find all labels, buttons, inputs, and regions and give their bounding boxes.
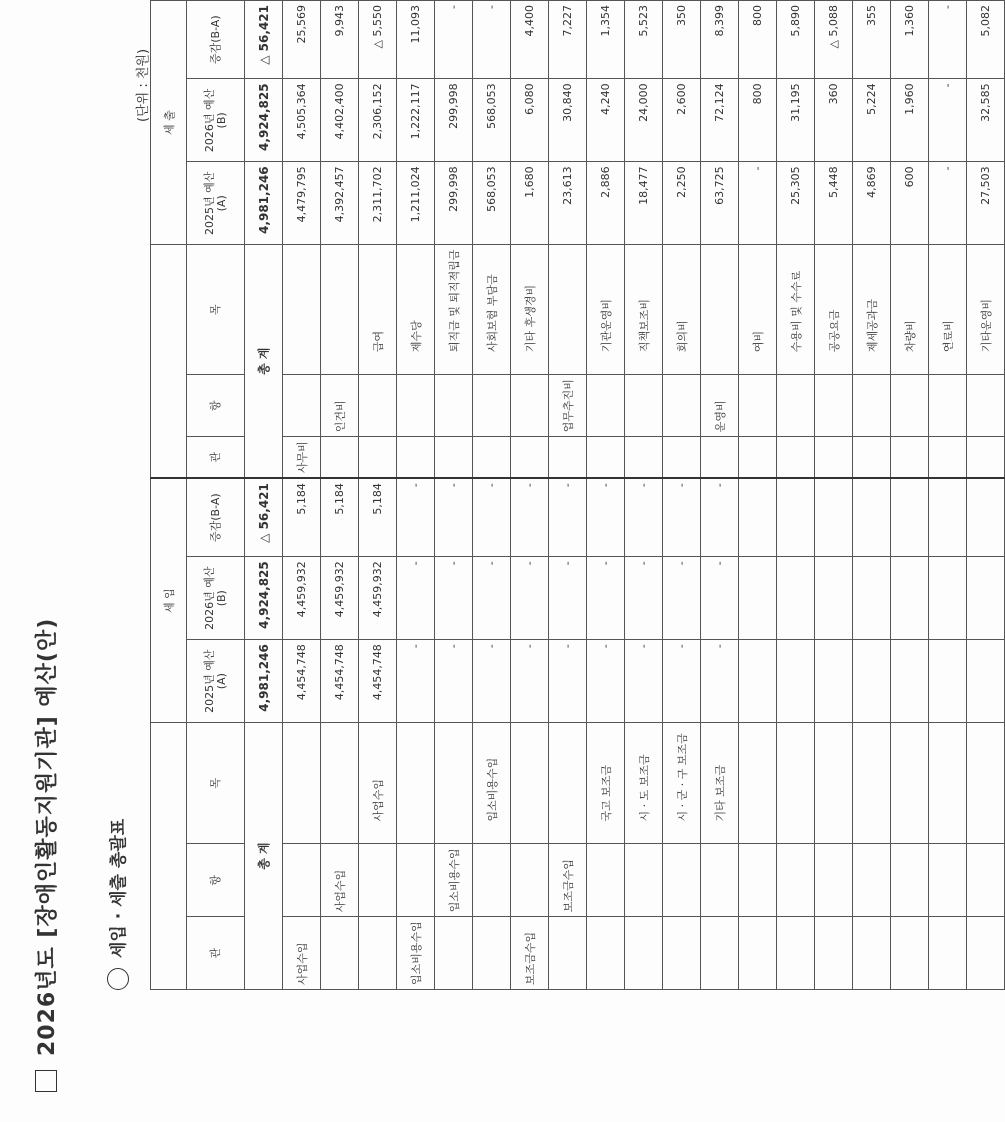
kwan-cell xyxy=(321,437,359,478)
table-row xyxy=(473,1,511,990)
mok-cell: 차량비 xyxy=(891,245,929,375)
header-budget-2026: 2026년 예산(B) xyxy=(187,79,245,162)
table-row xyxy=(625,1,663,990)
budget-summary-table xyxy=(150,0,1005,990)
expense-group-header: 세 출 xyxy=(151,1,187,245)
table-row xyxy=(777,1,815,990)
header-budget-2025: 2025년 예산(A) xyxy=(187,162,245,245)
budget-2025-cell xyxy=(891,640,929,723)
hang-cell xyxy=(359,375,397,437)
hang-cell xyxy=(777,844,815,917)
hang-cell xyxy=(587,844,625,917)
kwan-cell xyxy=(359,917,397,990)
budget-2026-cell: 4,924,825 xyxy=(245,79,283,162)
kwan-cell xyxy=(929,437,967,478)
hang-cell xyxy=(625,844,663,917)
mok-cell: 급여 xyxy=(359,245,397,375)
diff-cell: - xyxy=(701,478,739,557)
diff-cell: - xyxy=(663,478,701,557)
table-row xyxy=(435,1,473,990)
budget-2026-cell: 1,960 xyxy=(891,79,929,162)
budget-2026-cell: 2,306,152 xyxy=(359,79,397,162)
budget-2025-cell: - xyxy=(739,162,777,245)
kwan-cell xyxy=(777,437,815,478)
hang-cell xyxy=(929,375,967,437)
budget-2026-cell: 32,585 xyxy=(967,79,1005,162)
budget-2026-cell: 800 xyxy=(739,79,777,162)
mok-cell: 여비 xyxy=(739,245,777,375)
diff-cell: - xyxy=(625,478,663,557)
budget-2026-cell: 568,053 xyxy=(473,79,511,162)
kwan-cell xyxy=(815,917,853,990)
diff-cell xyxy=(891,478,929,557)
checkbox-square-icon xyxy=(35,1070,57,1092)
hang-cell xyxy=(587,375,625,437)
budget-2026-cell xyxy=(967,557,1005,640)
kwan-cell xyxy=(625,917,663,990)
table-row xyxy=(967,1,1005,990)
table-row xyxy=(853,1,891,990)
kwan-cell xyxy=(891,437,929,478)
budget-2026-cell: 4,402,400 xyxy=(321,79,359,162)
mok-cell xyxy=(967,723,1005,844)
table-header-row-2 xyxy=(187,1,245,990)
budget-2026-cell: 4,240 xyxy=(587,79,625,162)
hang-cell xyxy=(853,375,891,437)
mok-cell xyxy=(283,723,321,844)
kwan-cell xyxy=(967,437,1005,478)
hang-cell xyxy=(967,844,1005,917)
diff-cell: 800 xyxy=(739,1,777,79)
budget-2025-cell xyxy=(739,640,777,723)
budget-2026-cell: 299,998 xyxy=(435,79,473,162)
diff-cell: 350 xyxy=(663,1,701,79)
budget-2026-cell: 4,924,825 xyxy=(245,557,283,640)
kwan-cell xyxy=(663,917,701,990)
hang-cell: 사업수입 xyxy=(321,844,359,917)
table-row xyxy=(891,1,929,990)
diff-cell: △ 56,421 xyxy=(245,1,283,79)
budget-2026-cell: - xyxy=(587,557,625,640)
hang-cell xyxy=(853,844,891,917)
budget-2025-cell: 4,869 xyxy=(853,162,891,245)
table-row xyxy=(929,1,967,990)
mok-cell: 사업수입 xyxy=(359,723,397,844)
mok-cell: 직책보조비 xyxy=(625,245,663,375)
hang-cell xyxy=(777,375,815,437)
mok-cell: 회의비 xyxy=(663,245,701,375)
section-subtitle: 세입 · 세출 총괄표 xyxy=(109,818,129,958)
diff-cell: 7,227 xyxy=(549,1,587,79)
budget-2025-cell: 2,250 xyxy=(663,162,701,245)
kwan-cell xyxy=(435,437,473,478)
budget-2026-cell: 72,124 xyxy=(701,79,739,162)
kwan-cell xyxy=(359,437,397,478)
mok-cell: 기관운영비 xyxy=(587,245,625,375)
mok-cell xyxy=(777,723,815,844)
kwan-cell xyxy=(777,917,815,990)
header-kwan: 관 xyxy=(187,917,245,990)
kwan-cell xyxy=(587,437,625,478)
kwan-cell xyxy=(701,917,739,990)
budget-2026-cell: 4,459,932 xyxy=(283,557,321,640)
budget-2025-cell: 4,479,795 xyxy=(283,162,321,245)
table-row xyxy=(359,1,397,990)
table-row xyxy=(245,1,283,990)
hang-cell xyxy=(473,844,511,917)
diff-cell: 9,943 xyxy=(321,1,359,79)
diff-cell: - xyxy=(929,1,967,79)
hang-cell xyxy=(625,375,663,437)
mok-cell: 퇴직금 및 퇴직적립금 xyxy=(435,245,473,375)
mok-cell: 기타운영비 xyxy=(967,245,1005,375)
table-row xyxy=(815,1,853,990)
budget-2026-cell: - xyxy=(473,557,511,640)
budget-2025-cell xyxy=(815,640,853,723)
diff-cell: 25,569 xyxy=(283,1,321,79)
diff-cell: 5,184 xyxy=(359,478,397,557)
kwan-cell xyxy=(473,917,511,990)
diff-cell: 5,890 xyxy=(777,1,815,79)
diff-cell: △ 5,088 xyxy=(815,1,853,79)
diff-cell: - xyxy=(435,478,473,557)
kwan-cell xyxy=(397,437,435,478)
budget-2026-cell: 31,195 xyxy=(777,79,815,162)
kwan-cell xyxy=(625,437,663,478)
mok-cell: 시 · 군 · 구 보조금 xyxy=(663,723,701,844)
budget-2026-cell: - xyxy=(663,557,701,640)
budget-2026-cell: 24,000 xyxy=(625,79,663,162)
hang-cell xyxy=(511,375,549,437)
table-row xyxy=(739,1,777,990)
mok-cell: 공공요금 xyxy=(815,245,853,375)
kwan-cell xyxy=(853,437,891,478)
hang-cell: 운영비 xyxy=(701,375,739,437)
budget-2025-cell: - xyxy=(435,640,473,723)
diff-cell: - xyxy=(473,1,511,79)
diff-cell: 4,400 xyxy=(511,1,549,79)
hang-cell: 입소비용수입 xyxy=(435,844,473,917)
budget-2025-cell xyxy=(853,640,891,723)
hang-cell xyxy=(663,844,701,917)
budget-2025-cell: 4,981,246 xyxy=(245,640,283,723)
kwan-cell xyxy=(739,917,777,990)
budget-2025-cell: 600 xyxy=(891,162,929,245)
hang-cell: 업무추진비 xyxy=(549,375,587,437)
header-mok: 목 xyxy=(187,723,245,844)
hang-cell: 보조금수입 xyxy=(549,844,587,917)
budget-2026-cell: - xyxy=(701,557,739,640)
kwan-cell xyxy=(435,917,473,990)
mok-cell: 수용비 및 수수료 xyxy=(777,245,815,375)
mok-cell xyxy=(701,245,739,375)
hang-cell xyxy=(891,844,929,917)
hang-cell xyxy=(929,844,967,917)
budget-2026-cell: 4,505,364 xyxy=(283,79,321,162)
kwan-cell xyxy=(853,917,891,990)
budget-2026-cell: - xyxy=(511,557,549,640)
mok-cell xyxy=(929,723,967,844)
table-row xyxy=(549,1,587,990)
table-header-row-1 xyxy=(151,1,187,990)
budget-2026-cell: 5,224 xyxy=(853,79,891,162)
hang-cell xyxy=(739,375,777,437)
budget-2026-cell: 4,459,932 xyxy=(359,557,397,640)
mok-cell xyxy=(815,723,853,844)
budget-2025-cell: 4,454,748 xyxy=(359,640,397,723)
budget-2026-cell: - xyxy=(625,557,663,640)
hang-cell xyxy=(397,375,435,437)
mok-cell: 입소비용수입 xyxy=(473,723,511,844)
budget-2025-cell: 2,311,702 xyxy=(359,162,397,245)
mok-cell xyxy=(549,245,587,375)
diff-cell: 1,354 xyxy=(587,1,625,79)
diff-cell: - xyxy=(549,478,587,557)
kwan-cell xyxy=(511,437,549,478)
budget-2025-cell: - xyxy=(663,640,701,723)
budget-2025-cell: - xyxy=(549,640,587,723)
budget-2025-cell: 4,454,748 xyxy=(321,640,359,723)
table-row xyxy=(321,1,359,990)
hang-cell xyxy=(891,375,929,437)
budget-2025-cell: - xyxy=(929,162,967,245)
budget-2026-cell: - xyxy=(549,557,587,640)
kwan-cell xyxy=(891,917,929,990)
kwan-cell xyxy=(321,917,359,990)
header-diff: 증감(B-A) xyxy=(187,478,245,557)
budget-2025-cell: - xyxy=(473,640,511,723)
diff-cell: 5,082 xyxy=(967,1,1005,79)
budget-2025-cell: - xyxy=(701,640,739,723)
budget-2026-cell: 1,222,117 xyxy=(397,79,435,162)
mok-cell: 제수당 xyxy=(397,245,435,375)
kwan-cell xyxy=(473,437,511,478)
hang-cell xyxy=(283,375,321,437)
budget-2026-cell: 4,459,932 xyxy=(321,557,359,640)
page-title: 2026년도 [장애인활동지원기관] 예산(안) xyxy=(35,617,60,1056)
hang-cell xyxy=(473,375,511,437)
budget-2025-cell: 1,680 xyxy=(511,162,549,245)
budget-2025-cell: 2,886 xyxy=(587,162,625,245)
hang-cell xyxy=(397,844,435,917)
budget-2026-cell: - xyxy=(929,79,967,162)
budget-2025-cell: 4,454,748 xyxy=(283,640,321,723)
kwan-cell: 사무비 xyxy=(283,437,321,478)
mok-cell: 시 · 도 보조금 xyxy=(625,723,663,844)
kwan-cell xyxy=(967,917,1005,990)
budget-2025-cell: 18,477 xyxy=(625,162,663,245)
budget-2025-cell: - xyxy=(625,640,663,723)
budget-2026-cell: 6,080 xyxy=(511,79,549,162)
budget-2025-cell: 1,211,024 xyxy=(397,162,435,245)
table-row xyxy=(511,1,549,990)
budget-2026-cell xyxy=(777,557,815,640)
mok-cell: 제세공과금 xyxy=(853,245,891,375)
budget-2026-cell xyxy=(815,557,853,640)
budget-2025-cell xyxy=(929,640,967,723)
budget-2025-cell: 4,981,246 xyxy=(245,162,283,245)
kwan-cell xyxy=(549,437,587,478)
header-blank-left xyxy=(151,723,187,990)
diff-cell: 11,093 xyxy=(397,1,435,79)
mok-cell xyxy=(321,723,359,844)
diff-cell: 5,184 xyxy=(321,478,359,557)
hang-cell: 인건비 xyxy=(321,375,359,437)
header-diff: 증감(B-A) xyxy=(187,1,245,79)
mok-cell xyxy=(853,723,891,844)
diff-cell: 5,184 xyxy=(283,478,321,557)
kwan-cell: 입소비용수입 xyxy=(397,917,435,990)
unit-label: (단위 : 천원) xyxy=(136,48,151,122)
hang-cell xyxy=(359,844,397,917)
header-mok: 목 xyxy=(187,245,245,375)
hang-cell xyxy=(815,844,853,917)
diff-cell: - xyxy=(587,478,625,557)
diff-cell xyxy=(777,478,815,557)
budget-2025-cell: 299,998 xyxy=(435,162,473,245)
table-row xyxy=(283,1,321,990)
kwan-cell xyxy=(701,437,739,478)
diff-cell xyxy=(929,478,967,557)
mok-cell: 기타 후생경비 xyxy=(511,245,549,375)
hang-cell xyxy=(511,844,549,917)
kwan-cell xyxy=(663,437,701,478)
budget-2025-cell xyxy=(777,640,815,723)
mok-cell xyxy=(891,723,929,844)
kwan-cell: 사업수입 xyxy=(283,917,321,990)
budget-2026-cell: 360 xyxy=(815,79,853,162)
hang-cell xyxy=(435,375,473,437)
diff-cell: △ 5,550 xyxy=(359,1,397,79)
budget-2025-cell: - xyxy=(397,640,435,723)
diff-cell: 355 xyxy=(853,1,891,79)
diff-cell xyxy=(739,478,777,557)
diff-cell: 1,360 xyxy=(891,1,929,79)
budget-2026-cell xyxy=(929,557,967,640)
mok-cell: 국고 보조금 xyxy=(587,723,625,844)
diff-cell: 5,523 xyxy=(625,1,663,79)
budget-2026-cell xyxy=(739,557,777,640)
hang-cell xyxy=(701,844,739,917)
header-hang: 항 xyxy=(187,844,245,917)
hang-cell xyxy=(663,375,701,437)
budget-2025-cell: - xyxy=(511,640,549,723)
mok-cell xyxy=(549,723,587,844)
budget-2025-cell: 4,392,457 xyxy=(321,162,359,245)
diff-cell: - xyxy=(511,478,549,557)
kwan-cell xyxy=(929,917,967,990)
budget-2025-cell: 23,613 xyxy=(549,162,587,245)
budget-2025-cell: 568,053 xyxy=(473,162,511,245)
mok-cell xyxy=(739,723,777,844)
diff-cell: - xyxy=(397,478,435,557)
hang-cell xyxy=(283,844,321,917)
hang-cell xyxy=(967,375,1005,437)
budget-2025-cell: 27,503 xyxy=(967,162,1005,245)
kwan-cell xyxy=(815,437,853,478)
mok-cell: 사회보험 부담금 xyxy=(473,245,511,375)
revenue-group-header: 세 입 xyxy=(151,478,187,723)
budget-2026-cell xyxy=(891,557,929,640)
hang-cell xyxy=(739,844,777,917)
budget-2026-cell xyxy=(853,557,891,640)
mok-cell: 연료비 xyxy=(929,245,967,375)
header-hang: 항 xyxy=(187,375,245,437)
diff-cell xyxy=(815,478,853,557)
mok-cell xyxy=(321,245,359,375)
kwan-cell xyxy=(549,917,587,990)
mok-cell xyxy=(283,245,321,375)
hang-cell xyxy=(815,375,853,437)
budget-2025-cell: - xyxy=(587,640,625,723)
diff-cell xyxy=(967,478,1005,557)
header-budget-2026: 2026년 예산(B) xyxy=(187,557,245,640)
budget-2026-cell: - xyxy=(397,557,435,640)
total-label: 총 계 xyxy=(245,245,283,478)
diff-cell: - xyxy=(473,478,511,557)
diff-cell: - xyxy=(435,1,473,79)
header-kwan: 관 xyxy=(187,437,245,478)
kwan-cell xyxy=(587,917,625,990)
total-label: 총 계 xyxy=(245,723,283,990)
budget-2026-cell: 30,840 xyxy=(549,79,587,162)
budget-2025-cell: 5,448 xyxy=(815,162,853,245)
budget-2025-cell: 25,305 xyxy=(777,162,815,245)
circle-bullet-icon xyxy=(107,968,129,990)
budget-2026-cell: - xyxy=(435,557,473,640)
table-row xyxy=(663,1,701,990)
table-row xyxy=(587,1,625,990)
budget-2026-cell: 2,600 xyxy=(663,79,701,162)
table-row xyxy=(701,1,739,990)
kwan-cell: 보조금수입 xyxy=(511,917,549,990)
header-blank-right xyxy=(151,245,187,478)
diff-cell xyxy=(853,478,891,557)
kwan-cell xyxy=(739,437,777,478)
mok-cell: 기타 보조금 xyxy=(701,723,739,844)
header-budget-2025: 2025년 예산(A) xyxy=(187,640,245,723)
budget-2025-cell: 63,725 xyxy=(701,162,739,245)
diff-cell: △ 56,421 xyxy=(245,478,283,557)
budget-2025-cell xyxy=(967,640,1005,723)
mok-cell xyxy=(435,723,473,844)
mok-cell xyxy=(397,723,435,844)
diff-cell: 8,399 xyxy=(701,1,739,79)
table-row xyxy=(397,1,435,990)
mok-cell xyxy=(511,723,549,844)
